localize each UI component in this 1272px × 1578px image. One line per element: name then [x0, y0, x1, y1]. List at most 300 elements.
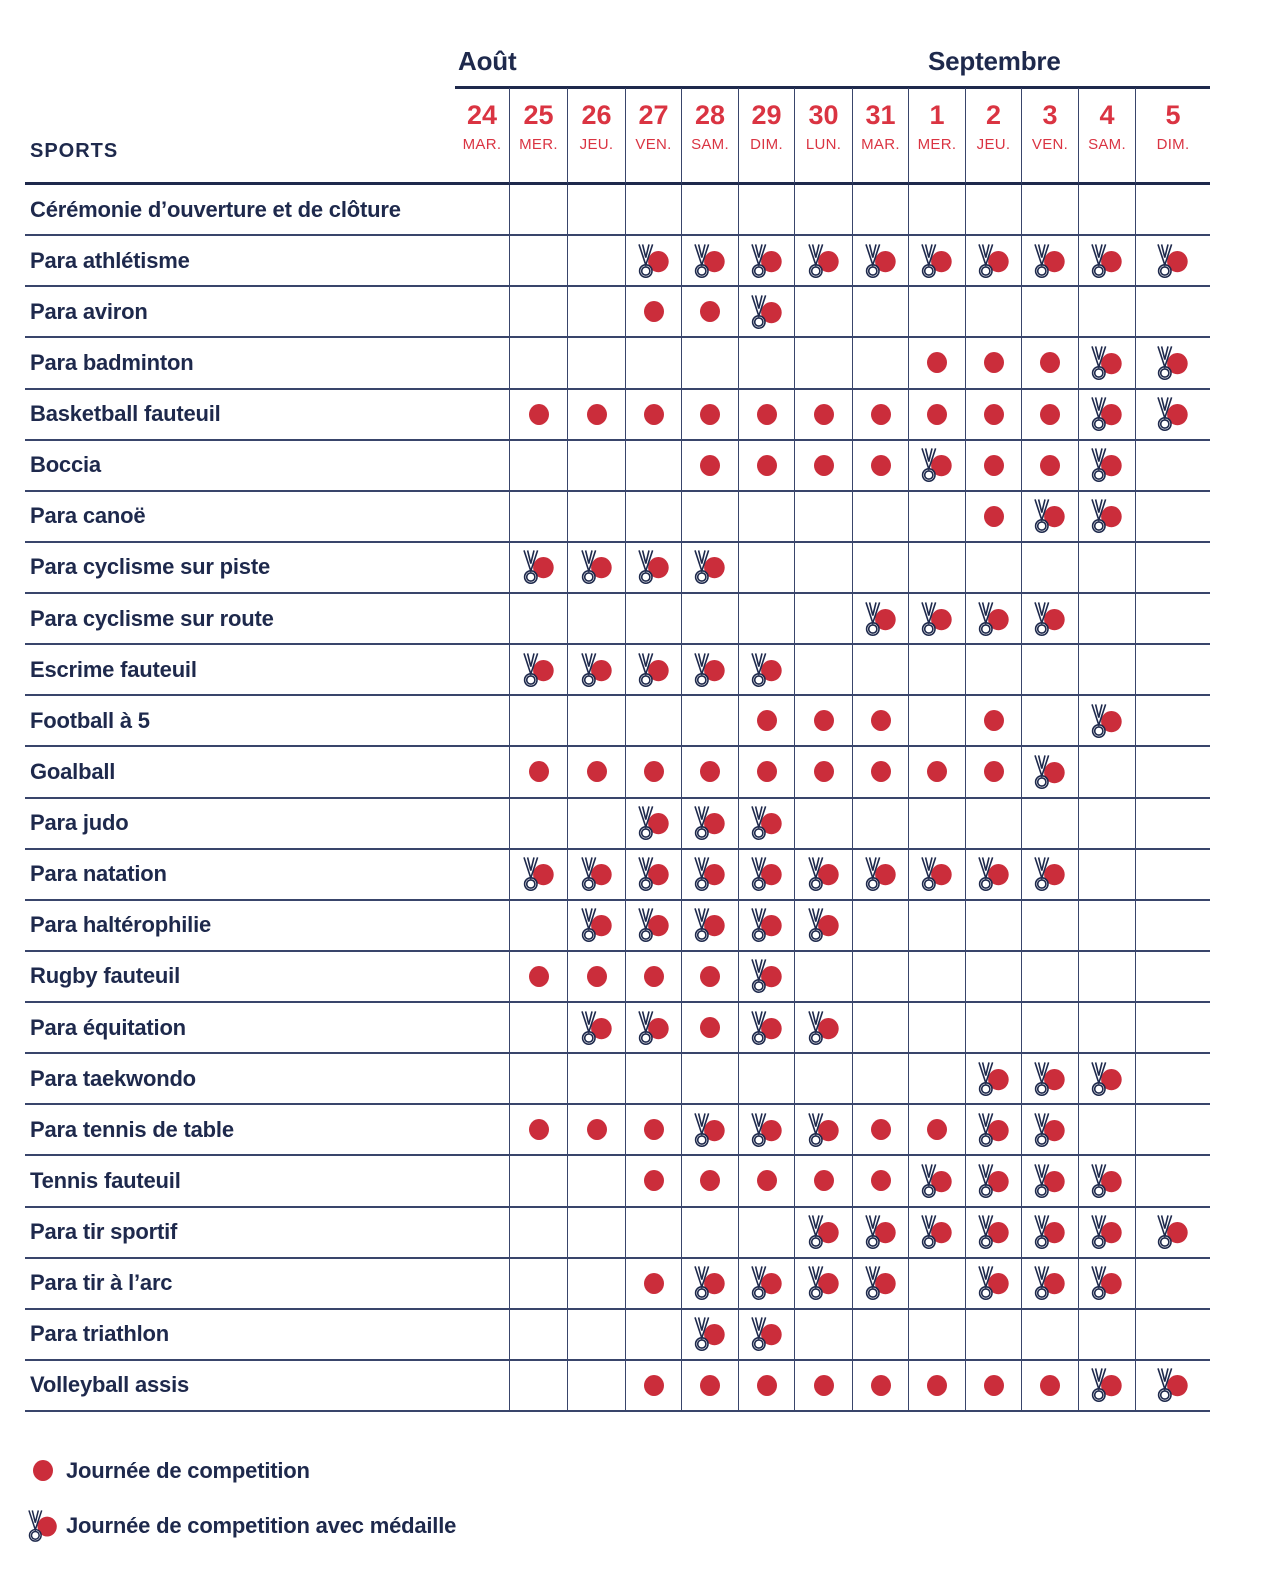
day-abbreviation: JEU. [579, 136, 614, 153]
competition-dot [587, 404, 607, 425]
schedule-cell-medal-day [908, 441, 965, 492]
schedule-cell-empty [1078, 185, 1135, 236]
medal-icon [638, 1011, 670, 1045]
schedule-cell-empty [681, 492, 738, 543]
competition-dot [644, 966, 664, 987]
schedule-cell-medal-day [738, 1259, 794, 1310]
schedule-cell-empty [1021, 901, 1078, 952]
sport-row-label: Rugby fauteuil [25, 952, 455, 1003]
schedule-cell-empty [1078, 287, 1135, 338]
schedule-cell-medal-day [794, 1105, 852, 1156]
schedule-cell-empty [794, 799, 852, 850]
day-abbreviation: JEU. [976, 136, 1011, 153]
medal-icon [638, 857, 670, 891]
schedule-cell-empty [455, 1310, 509, 1361]
schedule-cell-empty [852, 952, 908, 1003]
schedule-cell-empty [625, 338, 681, 389]
schedule-cell-competition-day [509, 952, 567, 1003]
sport-row-label: Para natation [25, 850, 455, 901]
schedule-cell-medal-day [1021, 850, 1078, 901]
competition-dot [984, 455, 1004, 476]
month-label-august: Août [458, 46, 517, 76]
schedule-cell-empty [625, 185, 681, 236]
schedule-cell-empty [455, 390, 509, 441]
schedule-cell-medal-day [965, 1105, 1021, 1156]
schedule-cell-medal-day [908, 1156, 965, 1207]
schedule-cell-medal-day [1078, 1361, 1135, 1412]
schedule-cell-medal-day [965, 1208, 1021, 1259]
schedule-cell-empty [1135, 185, 1210, 236]
schedule-cell-medal-day [1135, 236, 1210, 287]
schedule-cell-medal-day [625, 645, 681, 696]
medal-icon [1091, 448, 1123, 482]
competition-dot [984, 761, 1004, 782]
schedule-cell-competition-day [965, 441, 1021, 492]
schedule-cell-competition-day [625, 390, 681, 441]
schedule-cell-empty [852, 492, 908, 543]
schedule-cell-empty [625, 1310, 681, 1361]
schedule-cell-empty [908, 543, 965, 594]
schedule-cell-empty [852, 1003, 908, 1054]
schedule-cell-competition-day [794, 747, 852, 798]
schedule-cell-competition-day [852, 441, 908, 492]
competition-dot [644, 1273, 664, 1294]
competition-dot [814, 404, 834, 425]
schedule-cell-empty [794, 338, 852, 389]
schedule-cell-empty [625, 1054, 681, 1105]
medal-icon [1034, 499, 1066, 533]
schedule-cell-empty [455, 1208, 509, 1259]
schedule-cell-medal-day [1078, 390, 1135, 441]
schedule-cell-medal-day [738, 236, 794, 287]
sports-label: SPORTS [30, 140, 119, 162]
day-abbreviation: DIM. [750, 136, 783, 153]
schedule-cell-empty [852, 1054, 908, 1105]
schedule-cell-medal-day [567, 850, 625, 901]
schedule-cell-empty [1078, 594, 1135, 645]
schedule-cell-empty [1078, 1003, 1135, 1054]
schedule-cell-empty [1135, 696, 1210, 747]
competition-dot [529, 1119, 549, 1140]
date-number: 29 [751, 100, 782, 130]
date-header-cell [625, 88, 681, 185]
medal-icon [28, 1510, 58, 1542]
schedule-cell-empty [852, 645, 908, 696]
schedule-cell-empty [1078, 1105, 1135, 1156]
sport-row-label: Cérémonie d’ouverture et de clôture [25, 185, 455, 236]
schedule-cell-empty [455, 492, 509, 543]
schedule-cell-medal-day [1021, 236, 1078, 287]
medal-icon [865, 244, 897, 278]
competition-dot [814, 455, 834, 476]
schedule-cell-medal-day [1021, 747, 1078, 798]
medal-icon [1091, 397, 1123, 431]
schedule-cell-empty [509, 492, 567, 543]
competition-dot [757, 1170, 777, 1191]
schedule-cell-empty [509, 1259, 567, 1310]
schedule-cell-competition-day [509, 747, 567, 798]
schedule-cell-empty [681, 1208, 738, 1259]
competition-dot [814, 1170, 834, 1191]
schedule-cell-medal-day [681, 1105, 738, 1156]
medal-icon [1091, 244, 1123, 278]
medal-icon [1157, 1368, 1189, 1402]
sport-row-label: Football à 5 [25, 696, 455, 747]
medal-icon [1034, 602, 1066, 636]
schedule-cell-competition-day [794, 390, 852, 441]
schedule-grid [25, 88, 1210, 1412]
schedule-cell-medal-day [738, 1310, 794, 1361]
medal-icon [638, 244, 670, 278]
schedule-cell-medal-day [1078, 1259, 1135, 1310]
date-number: 31 [865, 100, 896, 130]
schedule-cell-empty [1135, 1105, 1210, 1156]
date-header-cell [965, 88, 1021, 185]
schedule-cell-medal-day [1021, 594, 1078, 645]
sport-row-label: Goalball [25, 747, 455, 798]
medal-icon [808, 857, 840, 891]
schedule-cell-medal-day [681, 645, 738, 696]
sport-row-label: Para équitation [25, 1003, 455, 1054]
medal-icon [751, 295, 783, 329]
schedule-cell-competition-day [965, 338, 1021, 389]
schedule-cell-empty [908, 696, 965, 747]
schedule-cell-empty [1021, 952, 1078, 1003]
date-number: 30 [808, 100, 839, 130]
day-abbreviation: MAR. [462, 136, 502, 153]
date-header-cell [794, 88, 852, 185]
schedule-cell-empty [681, 696, 738, 747]
schedule-cell-empty [509, 1310, 567, 1361]
schedule-cell-competition-day [681, 287, 738, 338]
date-number: 3 [1042, 100, 1058, 130]
medal-icon [1034, 857, 1066, 891]
schedule-cell-medal-day [1078, 1156, 1135, 1207]
schedule-cell-medal-day [509, 543, 567, 594]
schedule-cell-medal-day [965, 236, 1021, 287]
schedule-cell-empty [509, 594, 567, 645]
schedule-cell-empty [1078, 799, 1135, 850]
schedule-cell-medal-day [1078, 492, 1135, 543]
sport-row-label: Para haltérophilie [25, 901, 455, 952]
schedule-cell-medal-day [1135, 1361, 1210, 1412]
competition-dot [871, 455, 891, 476]
schedule-cell-medal-day [794, 236, 852, 287]
schedule-cell-empty [455, 185, 509, 236]
medal-icon [638, 653, 670, 687]
medal-icon [1034, 244, 1066, 278]
schedule-cell-empty [1135, 799, 1210, 850]
medal-icon [1091, 1368, 1123, 1402]
schedule-cell-empty [794, 492, 852, 543]
sport-row-label: Para cyclisme sur piste [25, 543, 455, 594]
date-header-cell [455, 88, 509, 185]
schedule-cell-empty [1078, 543, 1135, 594]
schedule-cell-empty [852, 799, 908, 850]
sport-row-label: Para taekwondo [25, 1054, 455, 1105]
medal-icon [581, 857, 613, 891]
schedule-cell-competition-day [681, 441, 738, 492]
schedule-cell-empty [965, 185, 1021, 236]
schedule-cell-empty [908, 645, 965, 696]
medal-icon [751, 1317, 783, 1351]
schedule-cell-medal-day [681, 850, 738, 901]
date-header-cell [681, 88, 738, 185]
schedule-cell-empty [794, 185, 852, 236]
schedule-cell-competition-day [738, 390, 794, 441]
competition-dot [984, 352, 1004, 373]
medal-icon [1091, 1062, 1123, 1096]
legend-item-medal [28, 1498, 456, 1553]
schedule-cell-empty [567, 492, 625, 543]
schedule-cell-empty [625, 441, 681, 492]
schedule-cell-medal-day [509, 645, 567, 696]
sport-row-label: Para cyclisme sur route [25, 594, 455, 645]
competition-dot [984, 404, 1004, 425]
competition-dot [757, 404, 777, 425]
sport-row-label: Para tir à l’arc [25, 1259, 455, 1310]
legend-label-medal: Journée de competition avec médaille [66, 1512, 457, 1538]
day-abbreviation: VEN. [1031, 136, 1069, 153]
schedule-cell-empty [625, 696, 681, 747]
schedule-cell-empty [509, 441, 567, 492]
competition-dot [814, 710, 834, 731]
schedule-cell-empty [567, 799, 625, 850]
schedule-cell-competition-day [567, 952, 625, 1003]
schedule-cell-empty [455, 1003, 509, 1054]
sport-row-label: Escrime fauteuil [25, 645, 455, 696]
schedule-cell-empty [567, 441, 625, 492]
medal-icon [865, 1266, 897, 1300]
medal-icon [751, 1266, 783, 1300]
medal-icon [523, 550, 555, 584]
schedule-cell-empty [509, 696, 567, 747]
medal-icon [1091, 499, 1123, 533]
competition-dot [644, 301, 664, 322]
medal-icon [921, 244, 953, 278]
schedule-cell-medal-day [965, 594, 1021, 645]
schedule-cell-competition-day [681, 390, 738, 441]
schedule-cell-competition-day [681, 952, 738, 1003]
schedule-cell-empty [794, 1310, 852, 1361]
medal-icon [581, 908, 613, 942]
day-abbreviation: LUN. [805, 136, 842, 153]
medal-icon [694, 244, 726, 278]
medal-icon [638, 908, 670, 942]
medal-icon [978, 1062, 1010, 1096]
sport-row-label: Para tennis de table [25, 1105, 455, 1156]
schedule-cell-empty [908, 185, 965, 236]
medal-icon [751, 653, 783, 687]
medal-icon [808, 908, 840, 942]
schedule-cell-empty [738, 594, 794, 645]
sport-row-label: Para athlétisme [25, 236, 455, 287]
schedule-cell-medal-day [1135, 390, 1210, 441]
medal-icon [808, 1011, 840, 1045]
schedule-cell-empty [852, 543, 908, 594]
schedule-cell-medal-day [1078, 338, 1135, 389]
schedule-cell-empty [1135, 952, 1210, 1003]
competition-dot [984, 506, 1004, 527]
schedule-cell-medal-day [625, 850, 681, 901]
sport-row-label: Para judo [25, 799, 455, 850]
day-abbreviation: SAM. [691, 136, 729, 153]
medal-icon [1091, 1215, 1123, 1249]
schedule-cell-medal-day [852, 1208, 908, 1259]
schedule-cell-competition-day [1021, 390, 1078, 441]
competition-dot [644, 761, 664, 782]
medal-icon [978, 602, 1010, 636]
schedule-cell-empty [965, 287, 1021, 338]
medal-icon [694, 550, 726, 584]
schedule-cell-medal-day [794, 1208, 852, 1259]
medal-icon [581, 653, 613, 687]
date-number: 25 [523, 100, 554, 130]
competition-dot [700, 1017, 720, 1038]
schedule-cell-competition-day [794, 696, 852, 747]
schedule-cell-empty [567, 236, 625, 287]
schedule-cell-empty [567, 287, 625, 338]
medal-icon [751, 1011, 783, 1045]
schedule-cell-empty [509, 338, 567, 389]
schedule-cell-empty [1135, 850, 1210, 901]
schedule-cell-empty [794, 287, 852, 338]
schedule-cell-empty [509, 1361, 567, 1412]
medal-icon [808, 244, 840, 278]
schedule-cell-empty [1135, 594, 1210, 645]
schedule-cell-empty [1021, 1310, 1078, 1361]
competition-dot [871, 1170, 891, 1191]
schedule-cell-empty [455, 901, 509, 952]
competition-dot [1040, 404, 1060, 425]
competition-dot [927, 761, 947, 782]
schedule-cell-empty [455, 338, 509, 389]
medal-icon [978, 1164, 1010, 1198]
schedule-cell-competition-day [625, 1105, 681, 1156]
schedule-cell-competition-day [567, 1105, 625, 1156]
competition-dot [871, 761, 891, 782]
competition-dot [587, 966, 607, 987]
schedule-cell-medal-day [738, 1003, 794, 1054]
schedule-cell-medal-day [908, 850, 965, 901]
date-header-cell [1021, 88, 1078, 185]
schedule-cell-competition-day [794, 1361, 852, 1412]
competition-dot [700, 966, 720, 987]
schedule-cell-medal-day [1021, 1054, 1078, 1105]
competition-dot [700, 761, 720, 782]
medal-icon [523, 653, 555, 687]
schedule-cell-empty [567, 185, 625, 236]
competition-dot-icon [33, 1460, 53, 1481]
schedule-cell-medal-day [965, 850, 1021, 901]
schedule-cell-medal-day [1078, 1054, 1135, 1105]
schedule-cell-medal-day [794, 901, 852, 952]
sport-row-label: Para badminton [25, 338, 455, 389]
schedule-cell-competition-day [625, 1156, 681, 1207]
date-number: 5 [1165, 100, 1181, 130]
schedule-cell-medal-day [738, 645, 794, 696]
schedule-cell-medal-day [908, 1208, 965, 1259]
schedule-cell-empty [738, 338, 794, 389]
competition-dot [700, 1375, 720, 1396]
schedule-cell-empty [509, 1003, 567, 1054]
schedule-cell-medal-day [1021, 492, 1078, 543]
medal-icon [1157, 397, 1189, 431]
medal-icon [978, 1266, 1010, 1300]
schedule-cell-competition-day [625, 952, 681, 1003]
schedule-cell-competition-day [509, 390, 567, 441]
schedule-cell-empty [681, 1054, 738, 1105]
competition-dot [814, 1375, 834, 1396]
medal-icon [921, 1164, 953, 1198]
schedule-cell-empty [625, 1208, 681, 1259]
schedule-cell-empty [1135, 1156, 1210, 1207]
medal-icon [978, 1215, 1010, 1249]
schedule-cell-competition-day [681, 1156, 738, 1207]
competition-dot [757, 455, 777, 476]
medal-icon [1091, 704, 1123, 738]
schedule-cell-empty [908, 799, 965, 850]
schedule-cell-medal-day [738, 850, 794, 901]
schedule-cell-competition-day [852, 696, 908, 747]
schedule-cell-competition-day [681, 1003, 738, 1054]
schedule-cell-medal-day [852, 1259, 908, 1310]
schedule-cell-competition-day [852, 1156, 908, 1207]
legend-medal-icon-wrap [28, 1510, 58, 1542]
schedule-cell-competition-day [908, 1105, 965, 1156]
date-header-cell [1135, 88, 1210, 185]
schedule-cell-medal-day [908, 594, 965, 645]
competition-dot [644, 404, 664, 425]
sport-row-label: Para canoë [25, 492, 455, 543]
schedule-cell-medal-day [567, 1003, 625, 1054]
schedule-cell-medal-day [567, 645, 625, 696]
schedule-cell-empty [625, 492, 681, 543]
schedule-cell-empty [1021, 287, 1078, 338]
schedule-cell-medal-day [625, 901, 681, 952]
schedule-cell-medal-day [738, 799, 794, 850]
schedule-cell-empty [509, 1054, 567, 1105]
schedule-cell-competition-day [1021, 338, 1078, 389]
medal-icon [638, 550, 670, 584]
schedule-cell-competition-day [681, 1361, 738, 1412]
schedule-cell-empty [1078, 1310, 1135, 1361]
competition-dot [757, 710, 777, 731]
schedule-cell-medal-day [965, 1156, 1021, 1207]
date-number: 1 [929, 100, 945, 130]
medal-icon [1157, 1215, 1189, 1249]
sport-row-label: Basketball fauteuil [25, 390, 455, 441]
legend [28, 1443, 456, 1553]
medal-icon [694, 1113, 726, 1147]
schedule-cell-medal-day [681, 543, 738, 594]
competition-dot [1040, 455, 1060, 476]
schedule-cell-medal-day [625, 1003, 681, 1054]
schedule-cell-competition-day [852, 747, 908, 798]
schedule-cell-medal-day [1078, 1208, 1135, 1259]
medal-icon [808, 1113, 840, 1147]
date-number: 26 [581, 100, 612, 130]
schedule-cell-medal-day [908, 236, 965, 287]
schedule-cell-medal-day [738, 901, 794, 952]
medal-icon [865, 1215, 897, 1249]
schedule-cell-medal-day [567, 901, 625, 952]
day-abbreviation: MER. [519, 136, 558, 153]
schedule-cell-medal-day [509, 850, 567, 901]
medal-icon [751, 857, 783, 891]
schedule-cell-medal-day [794, 1003, 852, 1054]
schedule-cell-medal-day [625, 799, 681, 850]
